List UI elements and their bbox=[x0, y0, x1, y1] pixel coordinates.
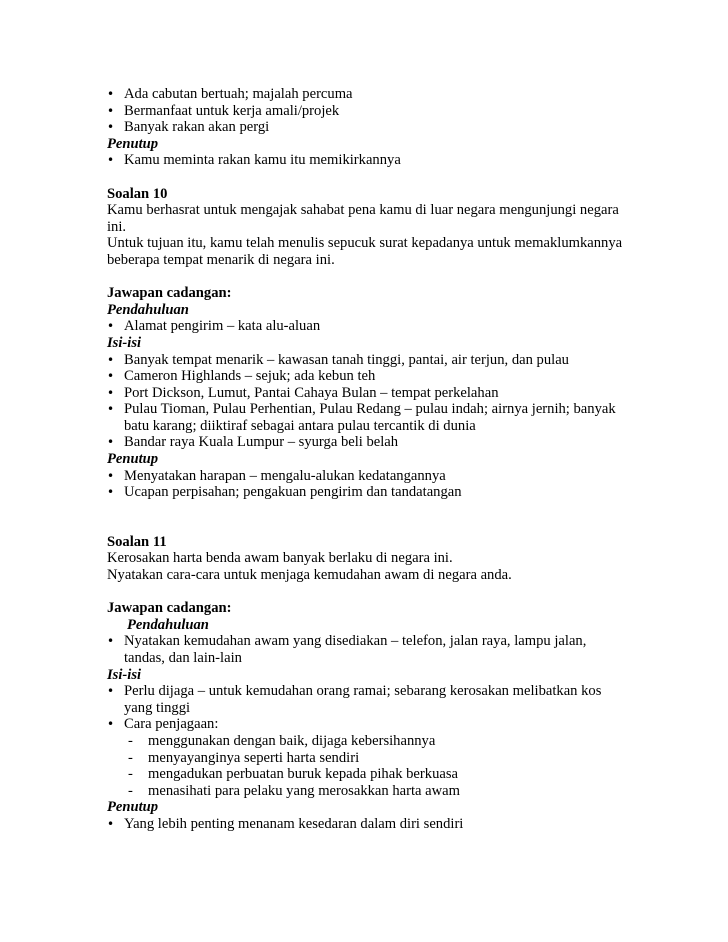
bullet-icon bbox=[107, 468, 124, 485]
list-item: • Alamat pengirim – kata alu-aluan bbox=[107, 318, 627, 335]
closing-heading: Penutup bbox=[107, 799, 159, 816]
list-item: • Ada cabutan bertuah; majalah percuma bbox=[107, 86, 627, 103]
list-item: • Ucapan perpisahan; pengakuan pengirim dan tandatangan bbox=[107, 484, 627, 501]
list-item: • Bandar raya Kuala Lumpur – syurga beli belah bbox=[107, 434, 627, 451]
question-line: Kerosakan harta benda awam banyak berlaku di negara ini. bbox=[107, 550, 453, 567]
list-item: • Bermanfaat untuk kerja amali/projek bbox=[107, 103, 627, 120]
bullet-icon bbox=[107, 434, 124, 451]
sub-list-item: - menggunakan dengan baik, dijaga kebersihannya bbox=[128, 732, 436, 749]
list-item: • Cara penjagaan: bbox=[107, 716, 627, 733]
bullet-icon bbox=[107, 385, 124, 402]
list-item: • Cameron Highlands – sejuk; ada kebun teh bbox=[107, 368, 627, 385]
bullet-icon bbox=[107, 484, 124, 501]
bullet-icon bbox=[107, 716, 124, 733]
question-title: Soalan 10 bbox=[107, 185, 168, 202]
bullet-icon bbox=[107, 86, 124, 103]
bullet-icon bbox=[107, 119, 124, 136]
list-item: • Port Dickson, Lumut, Pantai Cahaya Bulan – tempat perkelahan bbox=[107, 385, 627, 402]
list-item: • Yang lebih penting menanam kesedaran dalam diri sendiri bbox=[107, 816, 627, 833]
dash-marker: - bbox=[128, 732, 133, 749]
body-heading: Isi-isi bbox=[107, 666, 142, 683]
question-line: beberapa tempat menarik di negara ini. bbox=[107, 251, 335, 268]
dash-marker: - bbox=[128, 766, 133, 783]
answer-heading: Jawapan cadangan: bbox=[107, 285, 232, 302]
bullet-icon bbox=[107, 352, 124, 369]
dash-marker: - bbox=[128, 782, 133, 799]
list-item: • Banyak rakan akan pergi bbox=[107, 119, 627, 136]
question-line: ini. bbox=[107, 218, 127, 235]
list-item: • Perlu dijaga – untuk kemudahan orang ramai; sebarang kerosakan melibatkan kos yang tinggi bbox=[107, 683, 627, 716]
intro-heading: Pendahuluan bbox=[127, 616, 209, 633]
list-item: • Pulau Tioman, Pulau Perhentian, Pulau Redang – pulau indah; airnya jernih; banyak batu karang; diiktiraf sebagai antara pulau tercantik di dunia bbox=[107, 401, 627, 434]
sub-list-item: - menasihati para pelaku yang merosakkan harta awam bbox=[128, 782, 461, 799]
list-item: • Kamu meminta rakan kamu itu memikirkannya bbox=[107, 152, 627, 169]
closing-heading: Penutup bbox=[107, 451, 159, 468]
closing-heading: Penutup bbox=[107, 135, 159, 152]
list-item: • Menyatakan harapan – mengalu-alukan kedatangannya bbox=[107, 468, 627, 485]
question-title: Soalan 11 bbox=[107, 533, 167, 550]
bullet-icon bbox=[107, 816, 124, 833]
intro-heading: Pendahuluan bbox=[107, 301, 189, 318]
answer-heading: Jawapan cadangan: bbox=[107, 600, 232, 617]
bullet-icon bbox=[107, 318, 124, 335]
sub-list-item: - mengadukan perbuatan buruk kepada pihak berkuasa bbox=[128, 766, 458, 783]
question-line: Untuk tujuan itu, kamu telah menulis sepucuk surat kepadanya untuk memaklumkannya bbox=[107, 235, 623, 252]
bullet-icon bbox=[107, 401, 124, 434]
body-heading: Isi-isi bbox=[107, 334, 142, 351]
dash-marker: - bbox=[128, 749, 133, 766]
bullet-icon bbox=[107, 683, 124, 716]
list-item: • Nyatakan kemudahan awam yang disediakan – telefon, jalan raya, lampu jalan, tandas, dan lain-lain bbox=[107, 633, 627, 666]
bullet-icon bbox=[107, 103, 124, 120]
list-item: • Banyak tempat menarik – kawasan tanah tinggi, pantai, air terjun, dan pulau bbox=[107, 352, 627, 369]
bullet-icon bbox=[107, 633, 124, 666]
sub-list-item: - menyayanginya seperti harta sendiri bbox=[128, 749, 360, 766]
document-page bbox=[107, 86, 627, 833]
question-line: Kamu berhasrat untuk mengajak sahabat pena kamu di luar negara mengunjungi negara bbox=[107, 202, 619, 219]
question-line: Nyatakan cara-cara untuk menjaga kemudahan awam di negara anda. bbox=[107, 567, 512, 584]
bullet-icon bbox=[107, 368, 124, 385]
bullet-icon bbox=[107, 152, 124, 169]
